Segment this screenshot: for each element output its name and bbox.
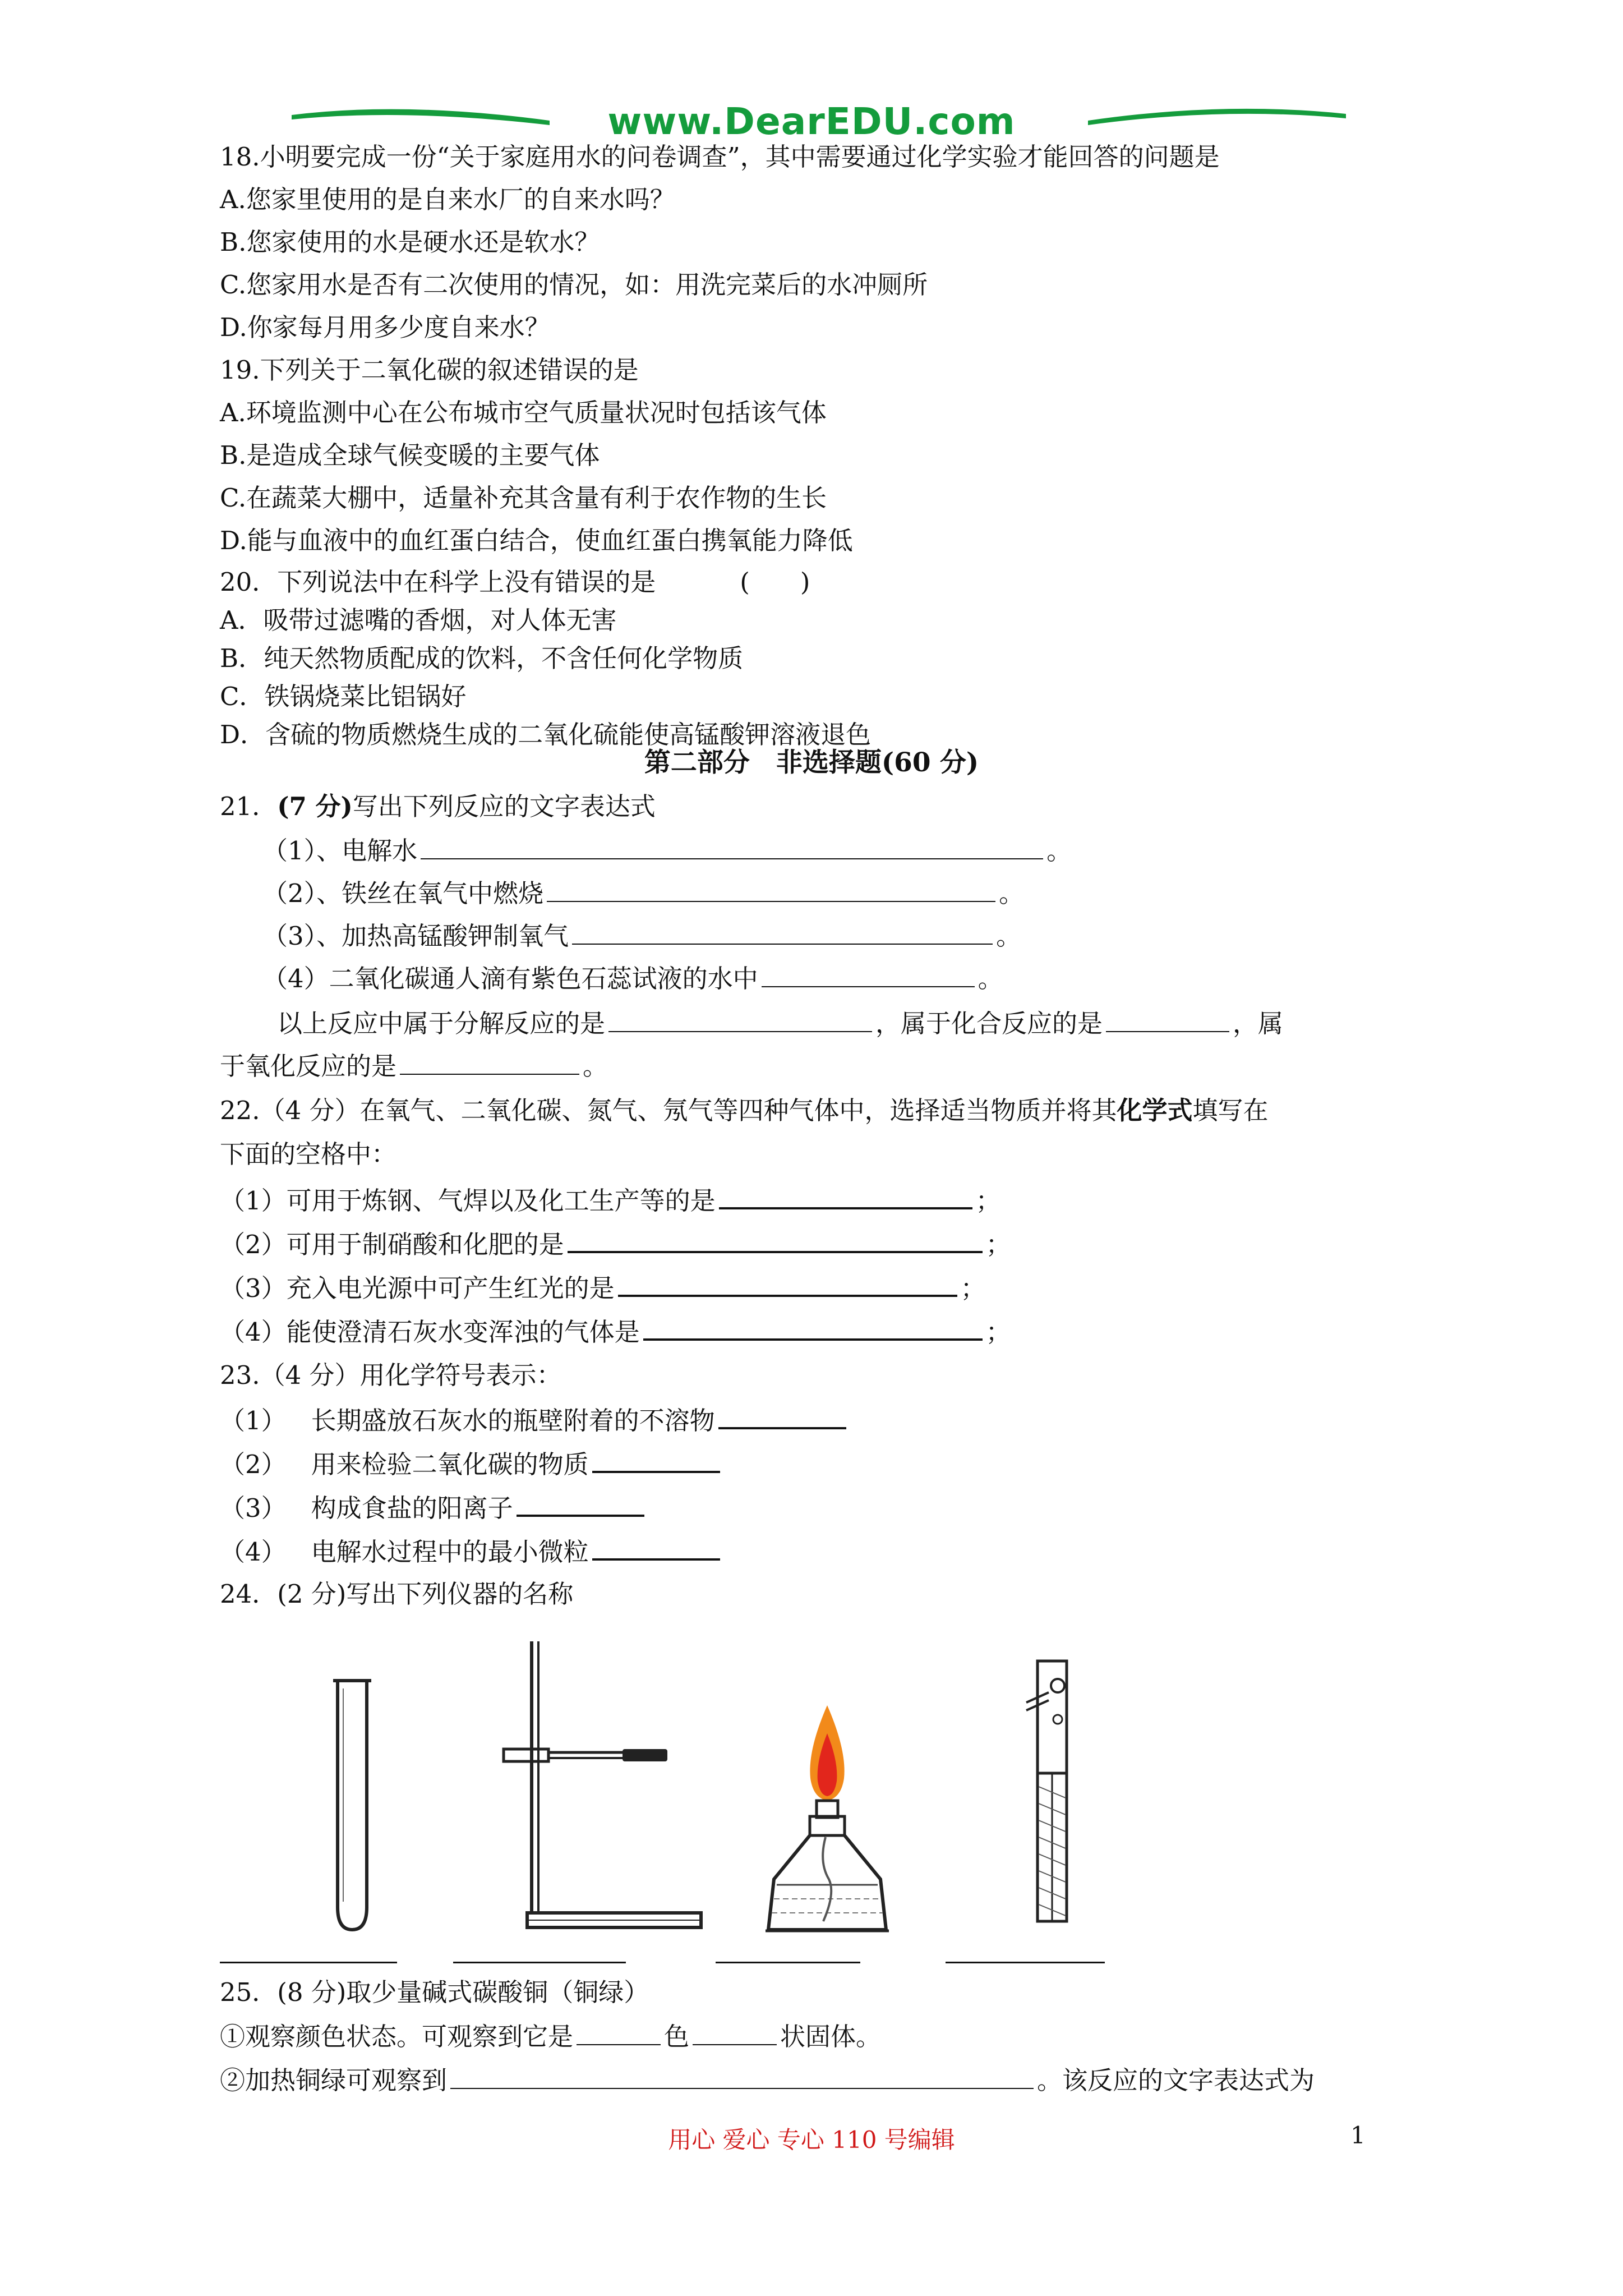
answer-blank[interactable] — [592, 1446, 720, 1473]
q21-item-1: （1）、电解水 。 — [262, 834, 1072, 868]
answer-blank[interactable] — [421, 834, 1043, 859]
q21-stem-text: 写出下列反应的文字表达式 — [352, 792, 656, 821]
q21-number: 21． — [220, 792, 278, 821]
iron-stand-icon — [494, 1638, 718, 1941]
answer-blank[interactable] — [577, 2019, 661, 2045]
q22-item-4: （4）能使澄清石灰水变浑浊的气体是 ； — [220, 1314, 1011, 1349]
q19-option-d: D.能与血液中的血红蛋白结合，使血红蛋白携氧能力降低 — [220, 526, 853, 555]
q25-item-1: ①观察颜色状态。可观察到它是 色 状固体。 — [220, 2019, 881, 2054]
answer-blank[interactable] — [547, 876, 995, 902]
q22-stem-cont: 下面的空格中： — [220, 1139, 397, 1169]
q18-stem: 18.小明要完成一份“关于家庭用水的问卷调查”，其中需要通过化学实验才能回答的问题是 — [220, 142, 1220, 172]
q19-option-b: B.是造成全球气候变暖的主要气体 — [220, 440, 600, 470]
q23-item-2: （2） 用来检验二氧化碳的物质 — [220, 1446, 723, 1481]
footer-text: 用心 爱心 专心 110 号编辑 — [668, 2126, 955, 2154]
test-tube-icon — [330, 1677, 375, 1935]
q22-item-1: （1）可用于炼钢、气焊以及化工生产等的是 ； — [220, 1182, 1001, 1218]
q19-stem: 19.下列关于二氧化碳的叙述错误的是 — [220, 355, 639, 385]
q19-option-c: C.在蔬菜大棚中，适量补充其含量有利于农作物的生长 — [220, 483, 827, 513]
q18-option-b: B.您家使用的水是硬水还是软水？ — [220, 227, 600, 257]
answer-blank[interactable] — [400, 1049, 579, 1075]
q20-answer-bracket: ( ) — [740, 567, 810, 597]
q23-stem: 23.（4 分）用化学符号表示： — [220, 1360, 562, 1390]
q25-item-2: ②加热铜绿可观察到 。该反应的文字表达式为 — [220, 2063, 1315, 2097]
q20-option-d: D．含硫的物质燃烧生成的二氧化硫能使高锰酸钾溶液退色 — [220, 720, 872, 749]
q19-option-a: A.环境监测中心在公布城市空气质量状况时包括该气体 — [220, 398, 827, 427]
answer-blank[interactable] — [618, 1270, 957, 1297]
answer-blank[interactable] — [719, 1182, 972, 1209]
answer-blank[interactable] — [568, 1226, 983, 1253]
q18-option-c: C.您家用水是否有二次使用的情况，如：用洗完菜后的水冲厕所 — [220, 270, 928, 300]
q24-stem: 24．(2 分)写出下列仪器的名称 — [220, 1579, 574, 1609]
q20-option-a: A．吸带过滤嘴的香烟，对人体无害 — [220, 605, 617, 635]
q25-stem: 25．(8 分)取少量碱式碳酸铜（铜绿） — [220, 1977, 649, 2007]
answer-blank[interactable] — [693, 2019, 777, 2045]
answer-blank[interactable] — [718, 1402, 846, 1429]
header-site-name: www.DearEDU.com — [607, 100, 1016, 143]
q23-item-1: （1） 长期盛放石灰水的瓶壁附着的不溶物 — [220, 1402, 850, 1438]
answer-blank[interactable] — [762, 961, 975, 987]
q22-stem-bold: 化学式 — [1117, 1096, 1193, 1125]
q20-stem-text: 20．下列说法中在科学上没有错误的是 — [220, 567, 656, 597]
alcohol-lamp-icon — [763, 1700, 892, 1947]
section-title: 第二部分 非选择题(60 分) — [644, 747, 979, 778]
q21-score: (7 分) — [277, 792, 353, 821]
q21-summary: 以上反应中属于分解反应的是 ，属于化合反应的是 ，属 — [277, 1006, 1283, 1041]
q23-item-3: （3） 构成食盐的阳离子 — [220, 1490, 648, 1525]
q22-stem: 22.（4 分）在氧气、二氧化碳、氮气、氖气等四种气体中，选择适当物质并将其化学式填写在 — [220, 1096, 1269, 1125]
page-number: 1 — [1350, 2122, 1366, 2149]
answer-blank[interactable] — [572, 919, 993, 945]
q22-item-3: （3）充入电光源中可产生红光的是 ； — [220, 1270, 986, 1305]
q23-item-4: （4） 电解水过程中的最小微粒 — [220, 1534, 723, 1569]
q21-item-3: （3）、加热高锰酸钾制氧气 。 — [262, 919, 1021, 953]
q20-option-c: C．铁锅烧菜比铝锅好 — [220, 682, 467, 711]
answer-blank[interactable] — [1106, 1006, 1229, 1032]
answer-blank[interactable] — [608, 1006, 872, 1032]
answer-blank[interactable] — [592, 1534, 720, 1561]
test-tube-holder-answer-blank[interactable] — [946, 1962, 1105, 1963]
iron-stand-answer-blank[interactable] — [453, 1962, 626, 1963]
answer-blank[interactable] — [643, 1314, 983, 1341]
q20-stem — [220, 565, 810, 599]
answer-blank[interactable] — [517, 1490, 644, 1517]
q20-option-b: B．纯天然物质配成的饮料，不含任何化学物质 — [220, 643, 744, 673]
q21-summary-cont: 于氧化反应的是 。 — [220, 1049, 608, 1083]
q21-item-4: （4）二氧化碳通人滴有紫色石蕊试液的水中 。 — [262, 961, 1003, 996]
q22-item-2: （2）可用于制硝酸和化肥的是 ； — [220, 1226, 1011, 1262]
q21-stem — [220, 790, 656, 823]
alcohol-lamp-answer-blank[interactable] — [716, 1962, 860, 1963]
test-tube-holder-icon — [1021, 1658, 1088, 1927]
test-tube-answer-blank[interactable] — [220, 1962, 397, 1963]
q21-item-2: （2）、铁丝在氧气中燃烧 。 — [262, 876, 1024, 910]
answer-blank[interactable] — [450, 2063, 1034, 2089]
q18-option-a: A.您家里使用的是自来水厂的自来水吗？ — [220, 185, 675, 214]
q18-option-d: D.你家每月用多少度自来水？ — [220, 312, 550, 342]
